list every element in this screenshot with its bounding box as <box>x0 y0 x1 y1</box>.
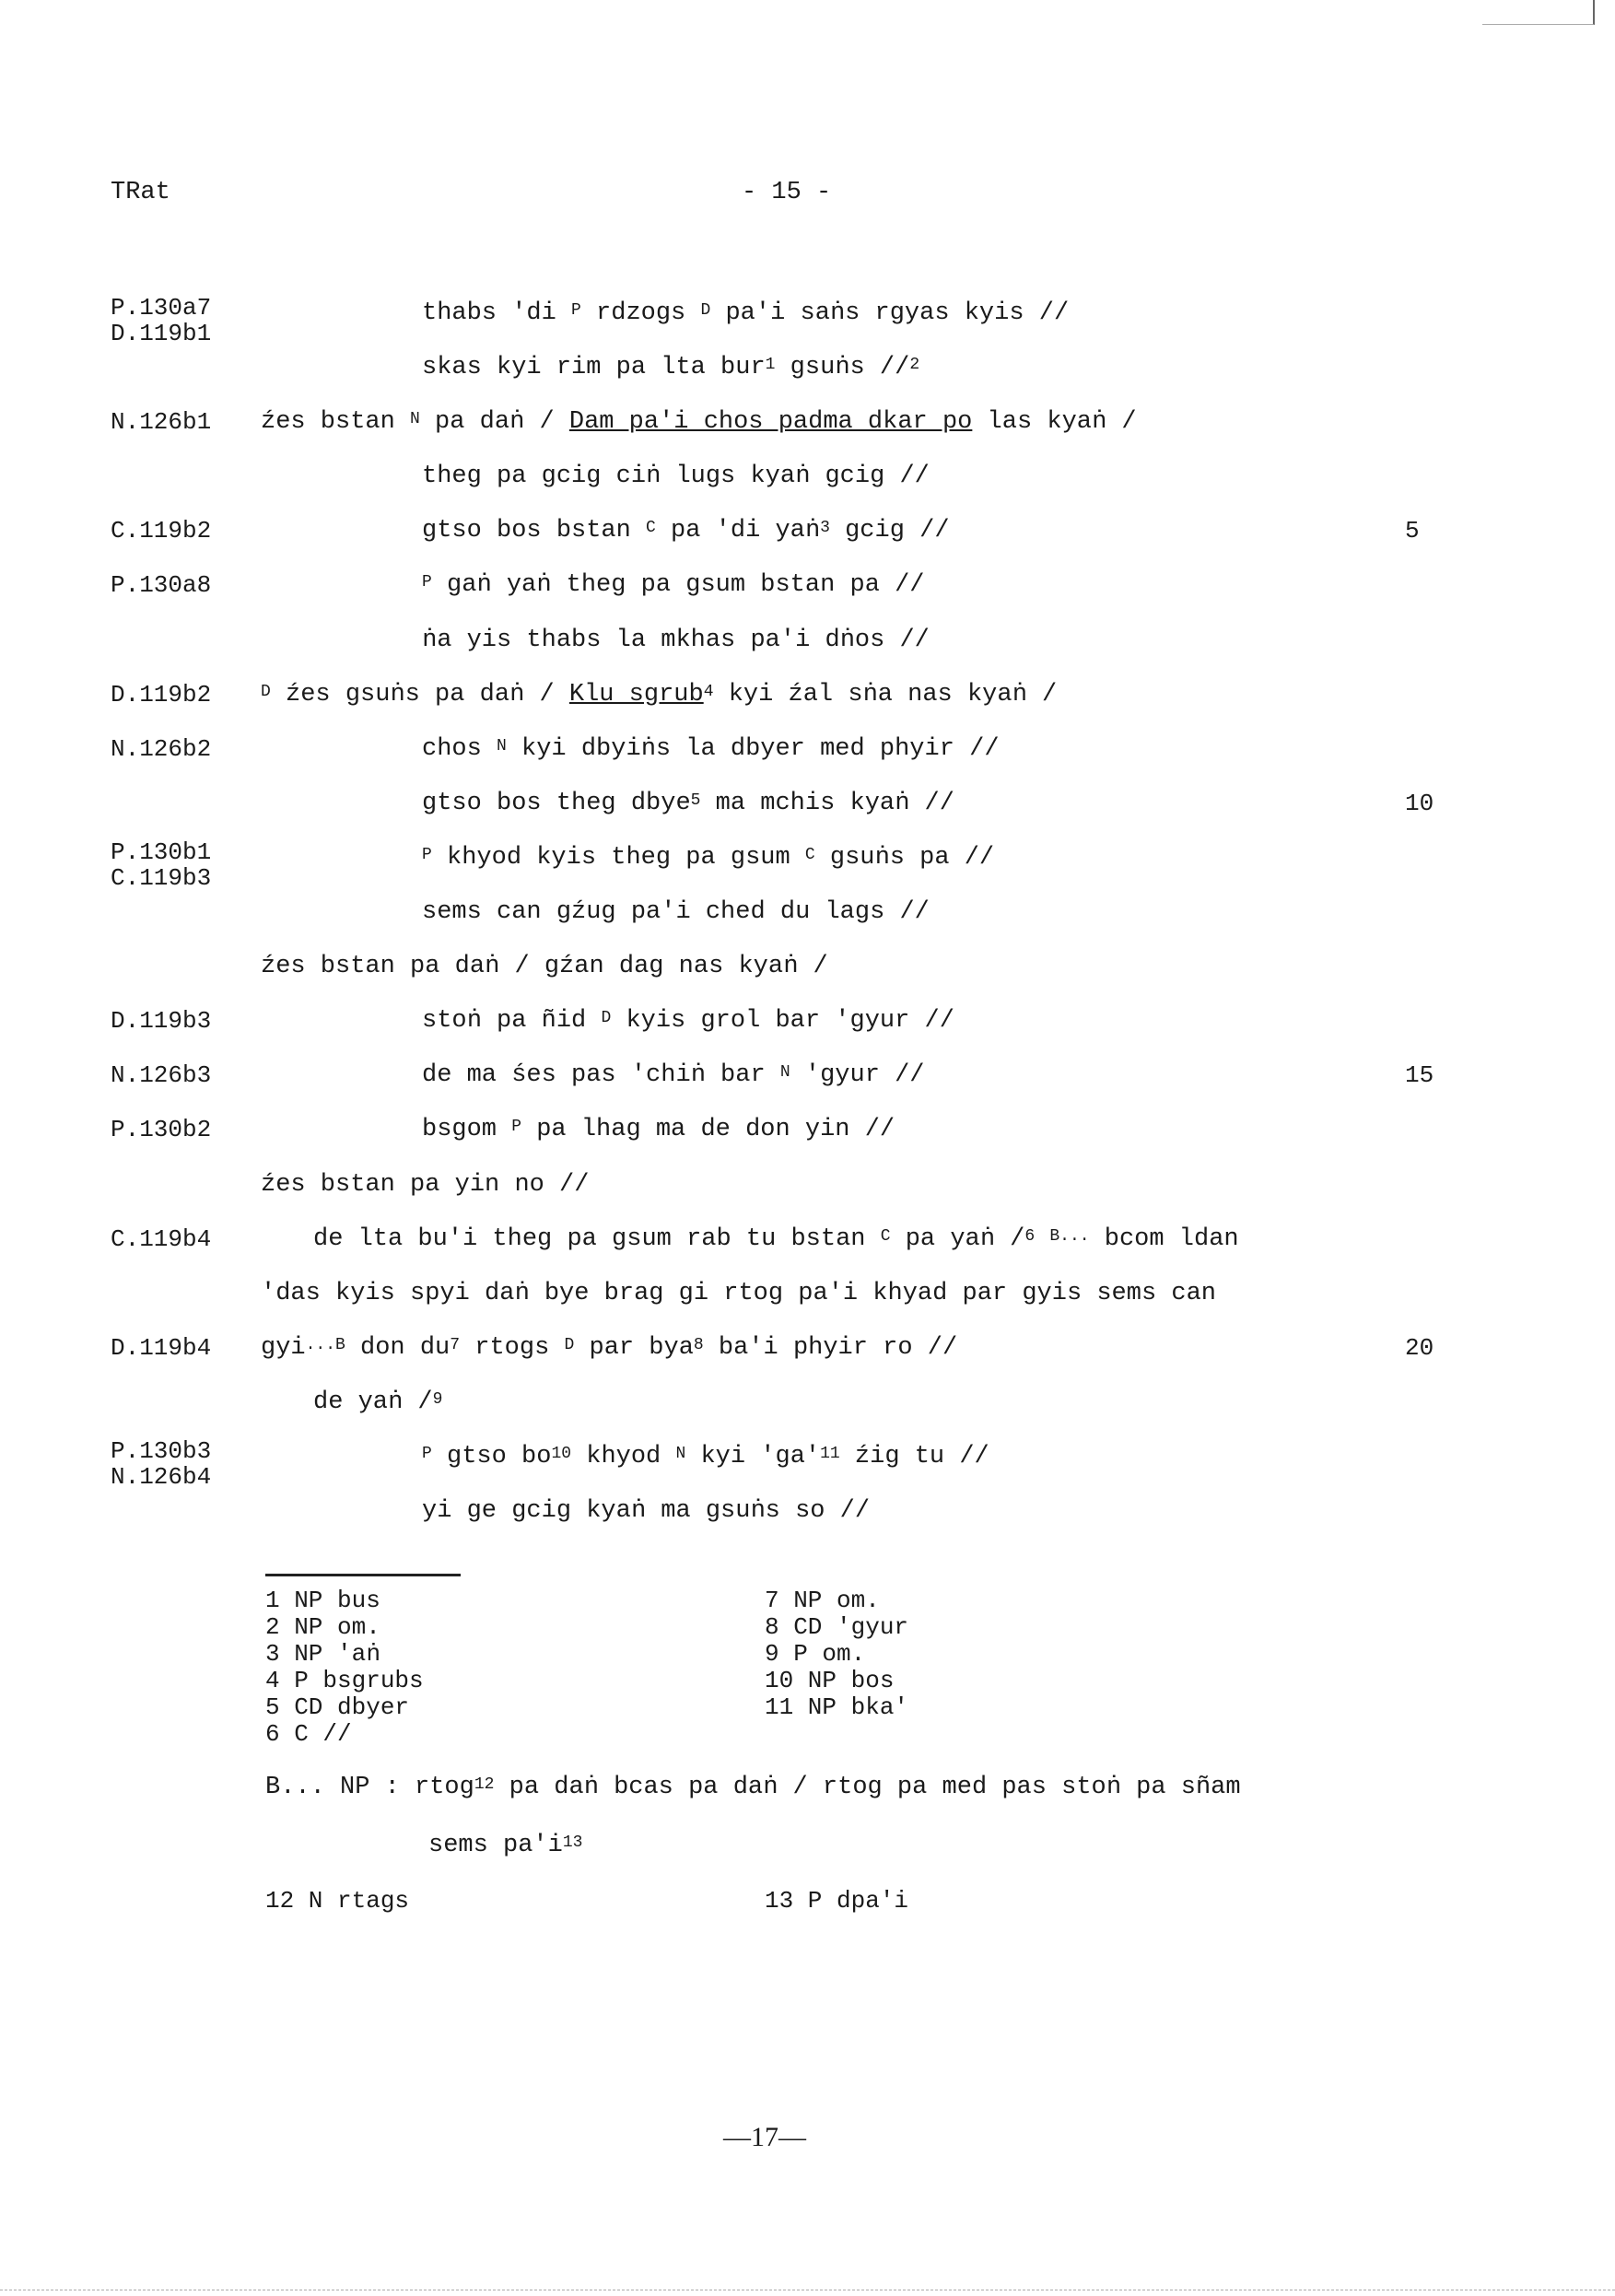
text-segment: gsuṅs // <box>775 354 910 381</box>
siglum-marker: D <box>564 1336 575 1354</box>
text-line <box>422 735 1000 763</box>
sheet-number: —17— <box>723 2122 806 2152</box>
siglum-marker: 10 <box>551 1445 572 1463</box>
siglum-marker: 5 <box>690 791 701 810</box>
siglum-marker: 4 <box>703 683 714 701</box>
text-segment: khyod kyis theg pa gsum <box>431 844 805 872</box>
text-segment: par bya <box>574 1334 694 1362</box>
text-segment: kyis grol bar 'gyur // <box>611 1007 954 1035</box>
text-segment: pa daṅ bcas pa daṅ / rtog pa med pas stoṅ pa sñam <box>494 1774 1241 1801</box>
siglum-marker: 6 <box>1024 1227 1036 1246</box>
siglum-marker: D <box>601 1009 612 1027</box>
text-segment: de ma śes pas 'chiṅ bar <box>422 1061 780 1089</box>
text-segment: pa'i saṅs rgyas kyis // <box>710 299 1070 327</box>
text-segment: bcom ldan <box>1089 1225 1239 1253</box>
text-segment: rdzogs <box>580 299 701 327</box>
siglum-marker: P <box>571 301 581 320</box>
siglum-marker: P <box>511 1118 522 1136</box>
siglum-marker: P <box>422 1445 432 1463</box>
text-segment: thabs 'di <box>422 299 572 327</box>
siglum-marker: N <box>675 1445 686 1463</box>
text-line <box>261 1334 957 1362</box>
text-line <box>422 517 950 545</box>
manuscript-siglum: D.119b3 <box>111 1007 212 1035</box>
footnote: 4 P bsgrubs <box>265 1667 424 1694</box>
footnote: 7 NP om. <box>765 1587 880 1614</box>
text-segment: don du <box>345 1334 451 1362</box>
siglum-marker: N <box>779 1063 790 1082</box>
text-line <box>313 1225 1239 1253</box>
line-number: 15 <box>1405 1061 1434 1089</box>
footnote-rule <box>265 1574 461 1576</box>
text-line <box>422 844 994 872</box>
footnote: 9 P om. <box>765 1640 866 1668</box>
text-segment: de yaṅ / <box>313 1388 433 1416</box>
text-segment: 'gyur // <box>790 1061 925 1089</box>
text-line <box>422 1443 989 1470</box>
text-segment: bsgom <box>422 1116 512 1143</box>
footnote: 10 NP bos <box>765 1667 895 1694</box>
text-segment: ṅa yis thabs la mkhas pa'i dṅos // <box>422 627 930 654</box>
text-segment: pa lhag ma de don yin // <box>521 1116 895 1143</box>
text-line <box>422 463 930 490</box>
text-segment: gtso bo <box>431 1443 552 1470</box>
text-line <box>422 627 930 654</box>
siglum-marker: 8 <box>693 1336 704 1354</box>
text-segment: kyi dbyiṅs la dbyer med phyir // <box>506 735 1000 763</box>
text-line <box>261 1280 1216 1307</box>
variant-note-line <box>265 1774 1241 1801</box>
text-line <box>422 790 954 817</box>
text-line <box>261 953 828 980</box>
text-line <box>422 571 925 599</box>
footnote: 3 NP 'aṅ <box>265 1640 380 1668</box>
siglum-marker: D <box>261 683 271 701</box>
text-segment: rtogs <box>460 1334 565 1362</box>
siglum-marker: 11 <box>820 1445 840 1463</box>
text-segment: pa yaṅ / <box>890 1225 1025 1253</box>
siglum-marker: P <box>422 846 432 864</box>
siglum-marker: 1 <box>765 356 776 374</box>
line-number: 5 <box>1405 517 1420 545</box>
manuscript-siglum: N.126b1 <box>111 408 212 436</box>
text-line <box>422 1061 925 1089</box>
text-segment: yi ge gcig kyaṅ ma gsuṅs so // <box>422 1497 871 1525</box>
text-segment: stoṅ pa ñid <box>422 1007 602 1035</box>
text-segment: gcig // <box>829 517 950 545</box>
text-line <box>422 299 1069 327</box>
text-segment: de lta bu'i theg pa gsum rab tu bstan <box>313 1225 881 1253</box>
footnote: 12 N rtags <box>265 1887 410 1915</box>
text-segment: źes gsuṅs pa daṅ / <box>270 681 569 709</box>
manuscript-siglum: P.130b1 <box>111 838 212 866</box>
footnote: 5 CD dbyer <box>265 1693 410 1721</box>
text-segment: kyi 'ga' <box>685 1443 821 1470</box>
text-segment: ma mchis kyaṅ // <box>700 790 954 817</box>
siglum-marker: 2 <box>909 356 920 374</box>
footnote: 8 CD 'gyur <box>765 1613 909 1641</box>
text-line <box>313 1388 442 1416</box>
footnote: 6 C // <box>265 1720 352 1748</box>
text-segment: las kyaṅ / <box>972 408 1137 436</box>
line-number: 20 <box>1405 1334 1434 1362</box>
text-segment: gsuṅs pa // <box>814 844 995 872</box>
siglum-marker: P <box>422 573 432 592</box>
manuscript-siglum: C.119b4 <box>111 1225 212 1253</box>
siglum-marker: ...B <box>305 1336 345 1354</box>
manuscript-siglum: C.119b2 <box>111 517 212 545</box>
text-segment: źes bstan pa yin no // <box>261 1171 590 1199</box>
text-segment: źig tu // <box>839 1443 989 1470</box>
manuscript-siglum: D.119b2 <box>111 681 212 709</box>
manuscript-siglum: N.126b4 <box>111 1463 212 1491</box>
footnote: 1 NP bus <box>265 1587 380 1614</box>
manuscript-siglum: P.130b2 <box>111 1116 212 1143</box>
text-segment: pa 'di yaṅ <box>655 517 821 545</box>
text-segment: skas kyi rim pa lta bur <box>422 354 766 381</box>
siglum-marker: N <box>497 737 507 756</box>
text-segment: khyod <box>571 1443 676 1470</box>
manuscript-siglum: D.119b4 <box>111 1334 212 1362</box>
siglum-marker: C <box>880 1227 891 1246</box>
text-segment: chos <box>422 735 497 763</box>
manuscript-siglum: C.119b3 <box>111 864 212 892</box>
cited-title: Klu sgrub <box>568 681 704 709</box>
text-segment <box>1035 1225 1049 1253</box>
text-segment: ba'i phyir ro // <box>703 1334 958 1362</box>
siglum-marker: N <box>410 410 420 428</box>
text-segment: gaṅ yaṅ theg pa gsum bstan pa // <box>431 571 925 599</box>
siglum-marker: 12 <box>474 1775 495 1794</box>
text-line <box>422 1497 870 1525</box>
siglum-marker: 9 <box>432 1390 443 1409</box>
siglum-marker: C <box>646 519 656 537</box>
page-number: - 15 - <box>742 179 832 206</box>
text-line <box>422 1116 895 1143</box>
manuscript-siglum: P.130a8 <box>111 571 212 599</box>
scan-corner-mark <box>1482 0 1595 25</box>
text-segment: kyi źal sṅa nas kyaṅ / <box>713 681 1058 709</box>
text-segment: B... NP : rtog <box>265 1774 474 1801</box>
text-segment: źes bstan <box>261 408 411 436</box>
footnote: 13 P dpa'i <box>765 1887 909 1915</box>
text-line <box>261 1171 589 1199</box>
manuscript-siglum: D.119b1 <box>111 320 212 347</box>
running-header: TRat <box>111 179 170 206</box>
manuscript-siglum: P.130a7 <box>111 294 212 322</box>
siglum-marker: 7 <box>450 1336 461 1354</box>
line-number: 10 <box>1405 790 1434 817</box>
text-line <box>422 354 919 381</box>
text-segment: gyi <box>261 1334 306 1362</box>
text-line <box>261 408 1137 436</box>
text-line <box>422 1007 954 1035</box>
text-line <box>261 681 1057 709</box>
footnote: 2 NP om. <box>265 1613 380 1641</box>
text-segment: pa daṅ / <box>419 408 569 436</box>
text-line <box>422 898 930 926</box>
text-segment: theg pa gcig ciṅ lugs kyaṅ gcig // <box>422 463 930 490</box>
text-segment: sems can gźug pa'i ched du lags // <box>422 898 930 926</box>
text-segment: gtso bos bstan <box>422 517 647 545</box>
siglum-marker: 13 <box>562 1833 583 1852</box>
siglum-marker: D <box>700 301 711 320</box>
text-segment: sems pa'i <box>428 1832 563 1859</box>
siglum-marker: C <box>804 846 815 864</box>
cited-title: Dam pa'i chos padma dkar po <box>568 408 973 436</box>
text-segment: gtso bos theg dbye <box>422 790 691 817</box>
siglum-marker: B... <box>1049 1227 1090 1246</box>
text-segment: źes bstan pa daṅ / gźan dag nas kyaṅ / <box>261 953 828 980</box>
manuscript-siglum: N.126b2 <box>111 735 212 763</box>
siglum-marker: 3 <box>820 519 830 537</box>
manuscript-siglum: P.130b3 <box>111 1437 212 1465</box>
variant-note-line <box>428 1832 582 1859</box>
footnote: 11 NP bka' <box>765 1693 909 1721</box>
text-segment: 'das kyis spyi daṅ bye brag gi rtog pa'i khyad par gyis sems can <box>261 1280 1216 1307</box>
manuscript-siglum: N.126b3 <box>111 1061 212 1089</box>
